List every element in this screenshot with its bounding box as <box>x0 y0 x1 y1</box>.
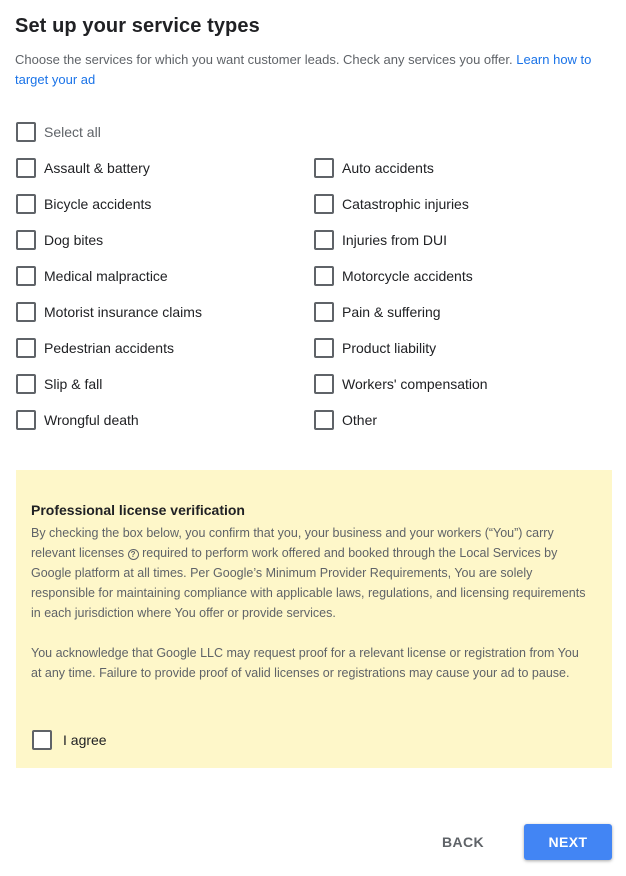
service-label: Dog bites <box>44 232 104 248</box>
back-button[interactable]: BACK <box>428 824 498 860</box>
service-checkbox[interactable] <box>314 266 334 286</box>
service-checkbox-row[interactable] <box>314 338 436 358</box>
service-checkbox-row[interactable] <box>16 266 168 286</box>
service-checkbox-row[interactable] <box>314 410 377 430</box>
service-checkbox-row[interactable] <box>16 410 139 430</box>
service-checkbox[interactable] <box>314 338 334 358</box>
service-checkbox-row[interactable] <box>16 338 174 358</box>
service-checkbox-row[interactable] <box>16 374 102 394</box>
service-checkbox[interactable] <box>314 374 334 394</box>
license-text-a: By checking the box below, you confirm that you, your business and your workers (“You”) carry relevant licenses <box>31 526 554 560</box>
service-label: Auto accidents <box>342 160 434 176</box>
service-label: Injuries from DUI <box>342 232 448 248</box>
service-checkbox-row[interactable] <box>16 158 150 178</box>
service-label: Workers' compensation <box>342 376 488 392</box>
subtitle-text: Choose the services for which you want customer leads. Check any services you offer. <box>15 52 513 67</box>
service-checkbox-row[interactable] <box>314 194 469 214</box>
service-checkbox-row[interactable] <box>314 266 473 286</box>
service-label: Medical malpractice <box>44 268 168 284</box>
service-label: Motorist insurance claims <box>44 304 202 320</box>
license-body <box>31 523 591 683</box>
agree-checkbox[interactable] <box>32 730 52 750</box>
service-label: Pain & suffering <box>342 304 441 320</box>
license-text-b: required to perform work offered and booked through the Local Services by Google platform at all times. Per Google’s Minimum Provider Requirements, You are solely responsible for maintaining compliance with applicable laws, regulations, and licensing requirements in each jurisdiction where You offer or provide services. <box>31 546 586 620</box>
service-checkbox[interactable] <box>314 230 334 250</box>
service-label: Motorcycle accidents <box>342 268 473 284</box>
license-paragraph-1 <box>31 523 591 623</box>
agree-checkbox-row[interactable] <box>32 730 107 750</box>
service-label: Product liability <box>342 340 437 356</box>
service-checkbox[interactable] <box>16 338 36 358</box>
service-label: Wrongful death <box>44 412 139 428</box>
select-all-label: Select all <box>44 124 101 140</box>
service-checkbox[interactable] <box>16 266 36 286</box>
service-label: Assault & battery <box>44 160 150 176</box>
service-checkbox[interactable] <box>314 158 334 178</box>
service-checkbox-row[interactable] <box>16 230 103 250</box>
service-checkbox[interactable] <box>16 410 36 430</box>
service-checkbox[interactable] <box>314 194 334 214</box>
agree-label: I agree <box>63 732 107 748</box>
service-label: Catastrophic injuries <box>342 196 469 212</box>
service-checkbox[interactable] <box>16 374 36 394</box>
learn-how-link[interactable]: Learn how to target your ad <box>15 52 592 87</box>
license-verification-panel <box>16 470 612 768</box>
service-checkbox-row[interactable] <box>314 374 488 394</box>
service-checkbox[interactable] <box>16 158 36 178</box>
license-paragraph-2: You acknowledge that Google LLC may request proof for a relevant license or registration from You at any time. Failure to provide proof of valid licenses or registrations may cause your ad to pause. <box>31 646 579 680</box>
service-checkbox-row[interactable] <box>314 230 447 250</box>
next-button[interactable]: NEXT <box>524 824 612 860</box>
service-checkbox[interactable] <box>314 302 334 322</box>
service-checkbox-row[interactable] <box>16 302 202 322</box>
page-subtitle <box>15 50 610 90</box>
service-label: Bicycle accidents <box>44 196 152 212</box>
license-title: Professional license verification <box>31 502 245 518</box>
service-checkbox[interactable] <box>16 302 36 322</box>
service-label: Pedestrian accidents <box>44 340 174 356</box>
service-checkbox-row[interactable] <box>314 302 441 322</box>
page-title: Set up your service types <box>15 15 260 37</box>
service-checkbox[interactable] <box>16 230 36 250</box>
select-all-checkbox[interactable] <box>16 122 36 142</box>
service-checkbox-row[interactable] <box>16 194 151 214</box>
service-label: Slip & fall <box>44 376 103 392</box>
service-label: Other <box>342 412 378 428</box>
help-icon[interactable]: ? <box>128 549 139 560</box>
service-checkbox[interactable] <box>314 410 334 430</box>
service-checkbox[interactable] <box>16 194 36 214</box>
service-checkbox-row[interactable] <box>314 158 434 178</box>
select-all-checkbox-row[interactable] <box>16 122 101 142</box>
